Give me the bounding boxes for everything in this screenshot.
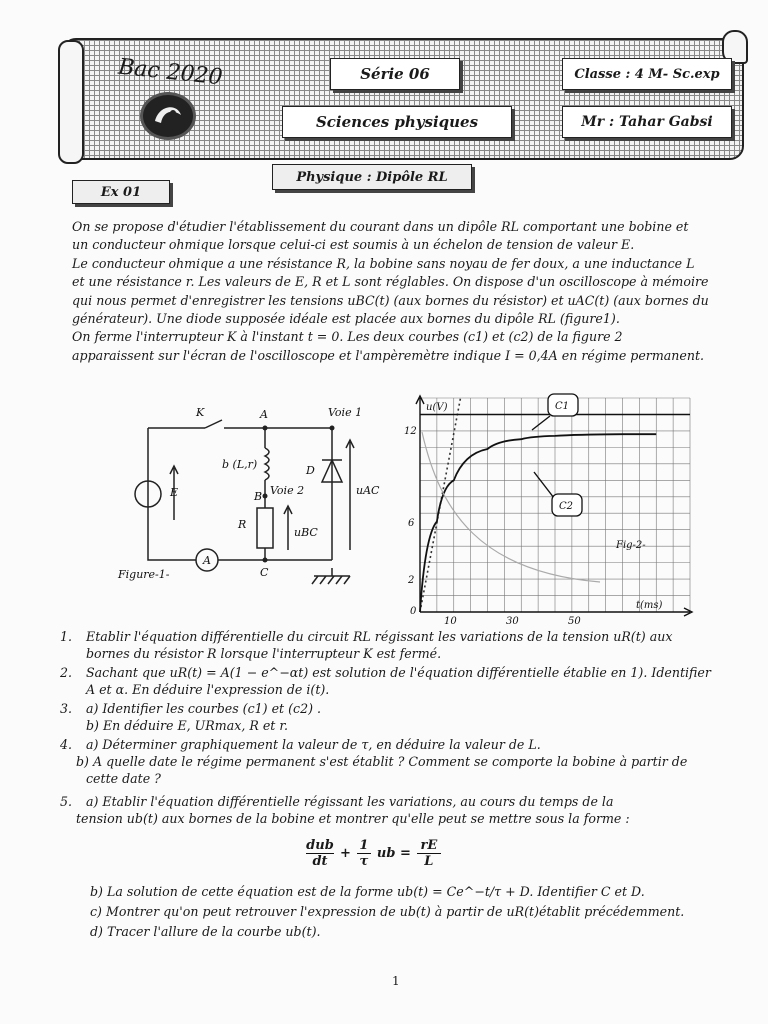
eq-rhs-num: rE bbox=[420, 838, 438, 853]
question-line: a) Identifier les courbes (c1) et (c2) . bbox=[86, 701, 321, 716]
sub-question: b) La solution de cette équation est de la forme ub(t) = Ce^−t/τ + D. Identifier C et D. bbox=[90, 884, 645, 899]
sub-question: d) Tracer l'allure de la courbe ub(t). bbox=[90, 924, 321, 939]
chapter-box: Physique : Dipôle RL bbox=[272, 164, 472, 190]
label-voie2: Voie 2 bbox=[270, 484, 305, 497]
question-number: 5. bbox=[60, 794, 73, 809]
intro-line: générateur). Une diode supposée idéale est placée aux bornes du dipôle RL (figure1). bbox=[72, 311, 620, 327]
label-r: R bbox=[238, 518, 247, 531]
intro-line: Le conducteur ohmique a une résistance R, la bobine sans noyau de fer doux, a une inductance L bbox=[72, 255, 695, 271]
question-line: b) A quelle date le régime permanent s'est établit ? Comment se comporte la bobine à partir de bbox=[76, 754, 688, 769]
eq-rhs-den: L bbox=[424, 854, 434, 869]
y-tick-6: 6 bbox=[408, 518, 415, 529]
label-bobine: b (L,r) bbox=[222, 458, 258, 471]
label-c2-callout bbox=[534, 472, 582, 516]
series-name-c2: C2 bbox=[559, 501, 574, 512]
x-tick-30: 30 bbox=[506, 616, 519, 627]
question-line: bornes du résistor R lorsque l'interrupteur K est fermé. bbox=[86, 646, 442, 661]
label-ubc: uBC bbox=[294, 526, 318, 539]
intro-line: qui nous permet d'enregistrer les tensions uBC(t) (aux bornes du résistor) et uAC(t) (aux bornes du bbox=[72, 292, 709, 308]
intro-line: On ferme l'interrupteur K à l'instant t = 0. Les deux courbes (c1) et (c2) de la figure 2 bbox=[72, 329, 623, 345]
sub-question: c) Montrer qu'on peut retrouver l'expression de ub(t) à partir de uR(t)établit précédemment. bbox=[90, 904, 685, 919]
y-axis-label: u(V) bbox=[426, 402, 448, 413]
eq-denominator: dt bbox=[312, 854, 328, 869]
question-number: 1. bbox=[60, 629, 73, 644]
question-line: tension ub(t) aux bornes de la bobine et montrer qu'elle peut se mettre sous la forme : bbox=[76, 811, 630, 826]
question-line: a) Déterminer graphiquement la valeur de τ, en déduire la valeur de L. bbox=[86, 737, 541, 752]
sub-questions bbox=[90, 882, 684, 942]
eq-coef-den: τ bbox=[359, 854, 369, 869]
question-line: b) En déduire E, URmax, R et r. bbox=[86, 718, 288, 733]
label-d: D bbox=[306, 464, 315, 477]
intro-paragraph bbox=[72, 218, 740, 365]
label-uac: uAC bbox=[356, 484, 380, 497]
question-line: cette date ? bbox=[86, 771, 161, 786]
y-tick-2: 2 bbox=[408, 575, 415, 586]
serie-box: Série 06 bbox=[330, 58, 460, 90]
figure2-caption: Fig-2- bbox=[616, 540, 646, 551]
oscillogram-chart bbox=[400, 392, 700, 632]
question-number: 4. bbox=[60, 737, 73, 752]
question-line: Etablir l'équation différentielle du circuit RL régissant les variations de la tension uR(t) aux bbox=[86, 629, 673, 644]
question-number: 2. bbox=[60, 665, 73, 680]
matiere-box: Sciences physiques bbox=[282, 106, 512, 138]
label-c: C bbox=[260, 566, 269, 579]
questions-block bbox=[60, 628, 740, 827]
prof-box: Mr : Tahar Gabsi bbox=[562, 106, 732, 138]
circuit-diagram bbox=[110, 400, 380, 590]
figure1-caption: Figure-1- bbox=[118, 568, 170, 581]
bac-title: Bac 2020 bbox=[116, 54, 224, 91]
series-name-c1: C1 bbox=[555, 401, 570, 412]
label-voie1: Voie 1 bbox=[328, 406, 363, 419]
y-tick-0: 0 bbox=[410, 606, 417, 617]
question-line: a) Etablir l'équation différentielle régissant les variations, au cours du temps de la bbox=[86, 794, 614, 809]
question-number: 3. bbox=[60, 701, 73, 716]
eq-plus: + bbox=[340, 846, 351, 861]
label-b: B bbox=[254, 490, 263, 503]
eq-term: ub = bbox=[376, 846, 411, 861]
question-line: Sachant que uR(t) = A(1 − e^−αt) est solution de l'équation différentielle établie en 1). Identifier bbox=[86, 665, 711, 680]
differential-equation bbox=[306, 838, 441, 869]
scroll-curl-left bbox=[58, 40, 84, 164]
exercise-tag: Ex 01 bbox=[72, 180, 170, 204]
y-tick-12: 12 bbox=[404, 426, 417, 437]
intro-line: et une résistance r. Les valeurs de E, R et L sont réglables. On dispose d'un oscilloscope à mémoire bbox=[72, 274, 709, 290]
ammeter-label: A bbox=[203, 554, 211, 567]
x-tick-50: 50 bbox=[568, 616, 581, 627]
label-k: K bbox=[196, 406, 205, 419]
label-a: A bbox=[260, 408, 268, 421]
intro-line: apparaissent sur l'écran de l'oscilloscope et l'ampèremètre indique I = 0,4A en régime permanent. bbox=[72, 347, 705, 363]
x-axis-label: t(ms) bbox=[636, 600, 663, 611]
intro-line: un conducteur ohmique lorsque celui-ci est soumis à un échelon de tension de valeur E. bbox=[72, 237, 635, 253]
label-e: E bbox=[170, 486, 179, 499]
intro-line: On se propose d'étudier l'établissement du courant dans un dipôle RL comportant une bobine et bbox=[72, 219, 689, 234]
eq-coef-num: 1 bbox=[359, 838, 369, 853]
page-number: 1 bbox=[392, 974, 400, 988]
classe-box: Classe : 4 M- Sc.exp bbox=[562, 58, 732, 90]
question-line: A et α. En déduire l'expression de i(t). bbox=[86, 682, 330, 697]
x-tick-10: 10 bbox=[444, 616, 457, 627]
school-logo bbox=[140, 92, 196, 140]
eq-numerator: dub bbox=[306, 838, 334, 853]
